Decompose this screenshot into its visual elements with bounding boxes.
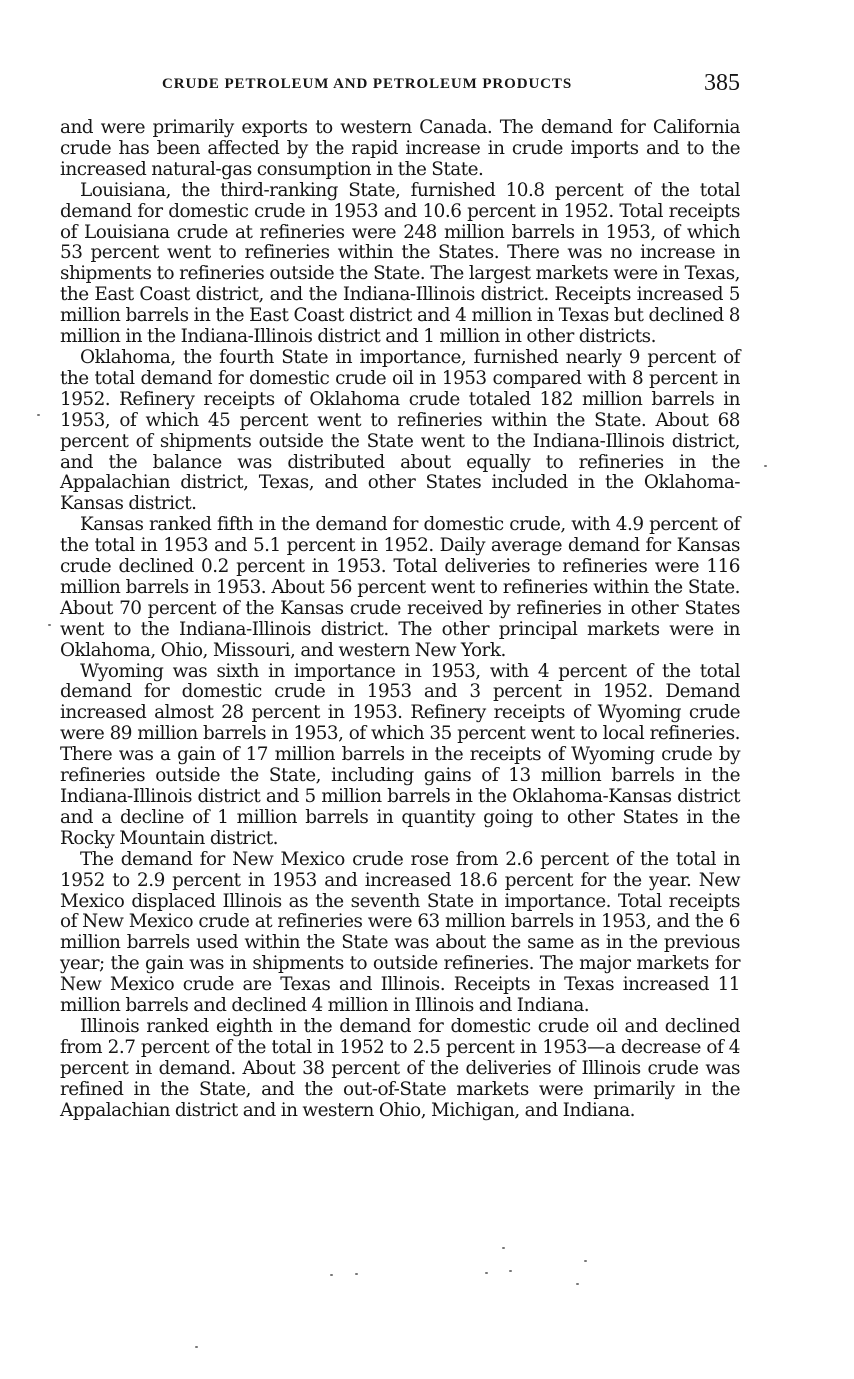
paragraph-illinois: Illinois ranked eighth in the demand for domestic crude oil and declined from 2.7 percent of the total in 1952 to 2.5 percent in 1953—a decrease of 4 percent in demand. About 38 percent of the deliveries of Illinois crude was refined in the State, and the out-of-State markets were primarily in the Appalachian district and in western Ohio, Michigan, and Indiana. bbox=[60, 1015, 740, 1121]
body-text bbox=[60, 118, 740, 1122]
scan-speck bbox=[576, 1283, 579, 1285]
scan-speck bbox=[509, 1270, 512, 1272]
running-header-title: CRUDE PETROLEUM AND PETROLEUM PRODUCTS bbox=[162, 76, 573, 92]
scan-speck bbox=[330, 1274, 333, 1276]
scan-speck bbox=[48, 624, 51, 626]
paragraph-kansas: Kansas ranked fifth in the demand for domestic crude, with 4.9 percent of the total in 1953 and 5.1 percent in 1952. Daily average demand for Kansas crude declined 0.2 percent in 1953. Total deliveries to refineries were 116 million barrels in 1953. About 56 percent went to refineries within the State. About 70 percent of the Kansas crude received by refineries in other States went to the Indiana-Illinois district. The other principal markets were in Oklahoma, Ohio, Missouri, and western New York. bbox=[60, 514, 740, 661]
scan-speck bbox=[355, 1273, 358, 1275]
page-number: 385 bbox=[704, 70, 740, 96]
paragraph-louisiana: Louisiana, the third-ranking State, furnished 10.8 percent of the total demand for domestic crude in 1953 and 10.6 percent in 1952. Total receipts of Louisiana crude at refineries were 248 million barrels in 1953, of which 53 percent went to refineries within the States. There was no increase in shipments to refineries outside the State. The largest markets were in Texas, the East Coast district, and the Indiana-Illinois district. Receipts increased 5 million barrels in the East Coast district and 4 million in Texas but declined 8 million in the Indiana-Illinois district and 1 million in other districts. bbox=[60, 179, 740, 348]
paragraph-new-mexico: The demand for New Mexico crude rose from 2.6 percent of the total in 1952 to 2.9 percent in 1953 and increased 18.6 percent for the year. New Mexico displaced Illinois as the seventh State in importance. Total receipts of New Mexico crude at refineries were 63 million barrels in 1953, and the 6 million barrels used within the State was about the same as in the previous year; the gain was in shipments to outside refineries. The major markets for New Mexico crude are Texas and Illinois. Receipts in Texas increased 11 million barrels and declined 4 million in Illinois and Indiana. bbox=[60, 848, 740, 1017]
scan-speck bbox=[764, 465, 767, 467]
scan-speck bbox=[502, 1247, 505, 1249]
scan-speck bbox=[584, 1260, 587, 1262]
paragraph-wyoming: Wyoming was sixth in importance in 1953, with 4 percent of the total demand for domestic crude in 1953 and 3 percent in 1952. Demand increased almost 28 percent in 1953. Refinery receipts of Wyoming crude were 89 million barrels in 1953, of which 35 percent went to local refineries. There was a gain of 17 million barrels in the receipts of Wyoming crude by refineries outside the State, including gains of 13 million barrels in the Indiana-Illinois district and 5 million barrels in the Oklahoma-Kansas district and a decline of 1 million barrels in quantity going to other States in the Rocky Mountain district. bbox=[60, 660, 740, 849]
paragraph-oklahoma: Oklahoma, the fourth State in importance, furnished nearly 9 percent of the total demand for domestic crude oil in 1953 compared with 8 percent in 1952. Refinery receipts of Oklahoma crude totaled 182 million barrels in 1953, of which 45 percent went to refineries within the State. About 68 percent of shipments outside the State went to the Indiana-Illinois district, and the balance was distributed about equally to refineries in the Appalachian district, Texas, and other States included in the Oklahoma-Kansas district. bbox=[60, 346, 740, 515]
scan-speck bbox=[485, 1272, 488, 1274]
scan-speck bbox=[37, 414, 40, 416]
running-header bbox=[60, 70, 740, 100]
scan-speck bbox=[195, 1346, 198, 1348]
paragraph-california-continued: and were primarily exports to western Canada. The demand for California crude has been affected by the rapid increase in crude imports and to the increased natural-gas consumption in the State. bbox=[60, 117, 740, 180]
